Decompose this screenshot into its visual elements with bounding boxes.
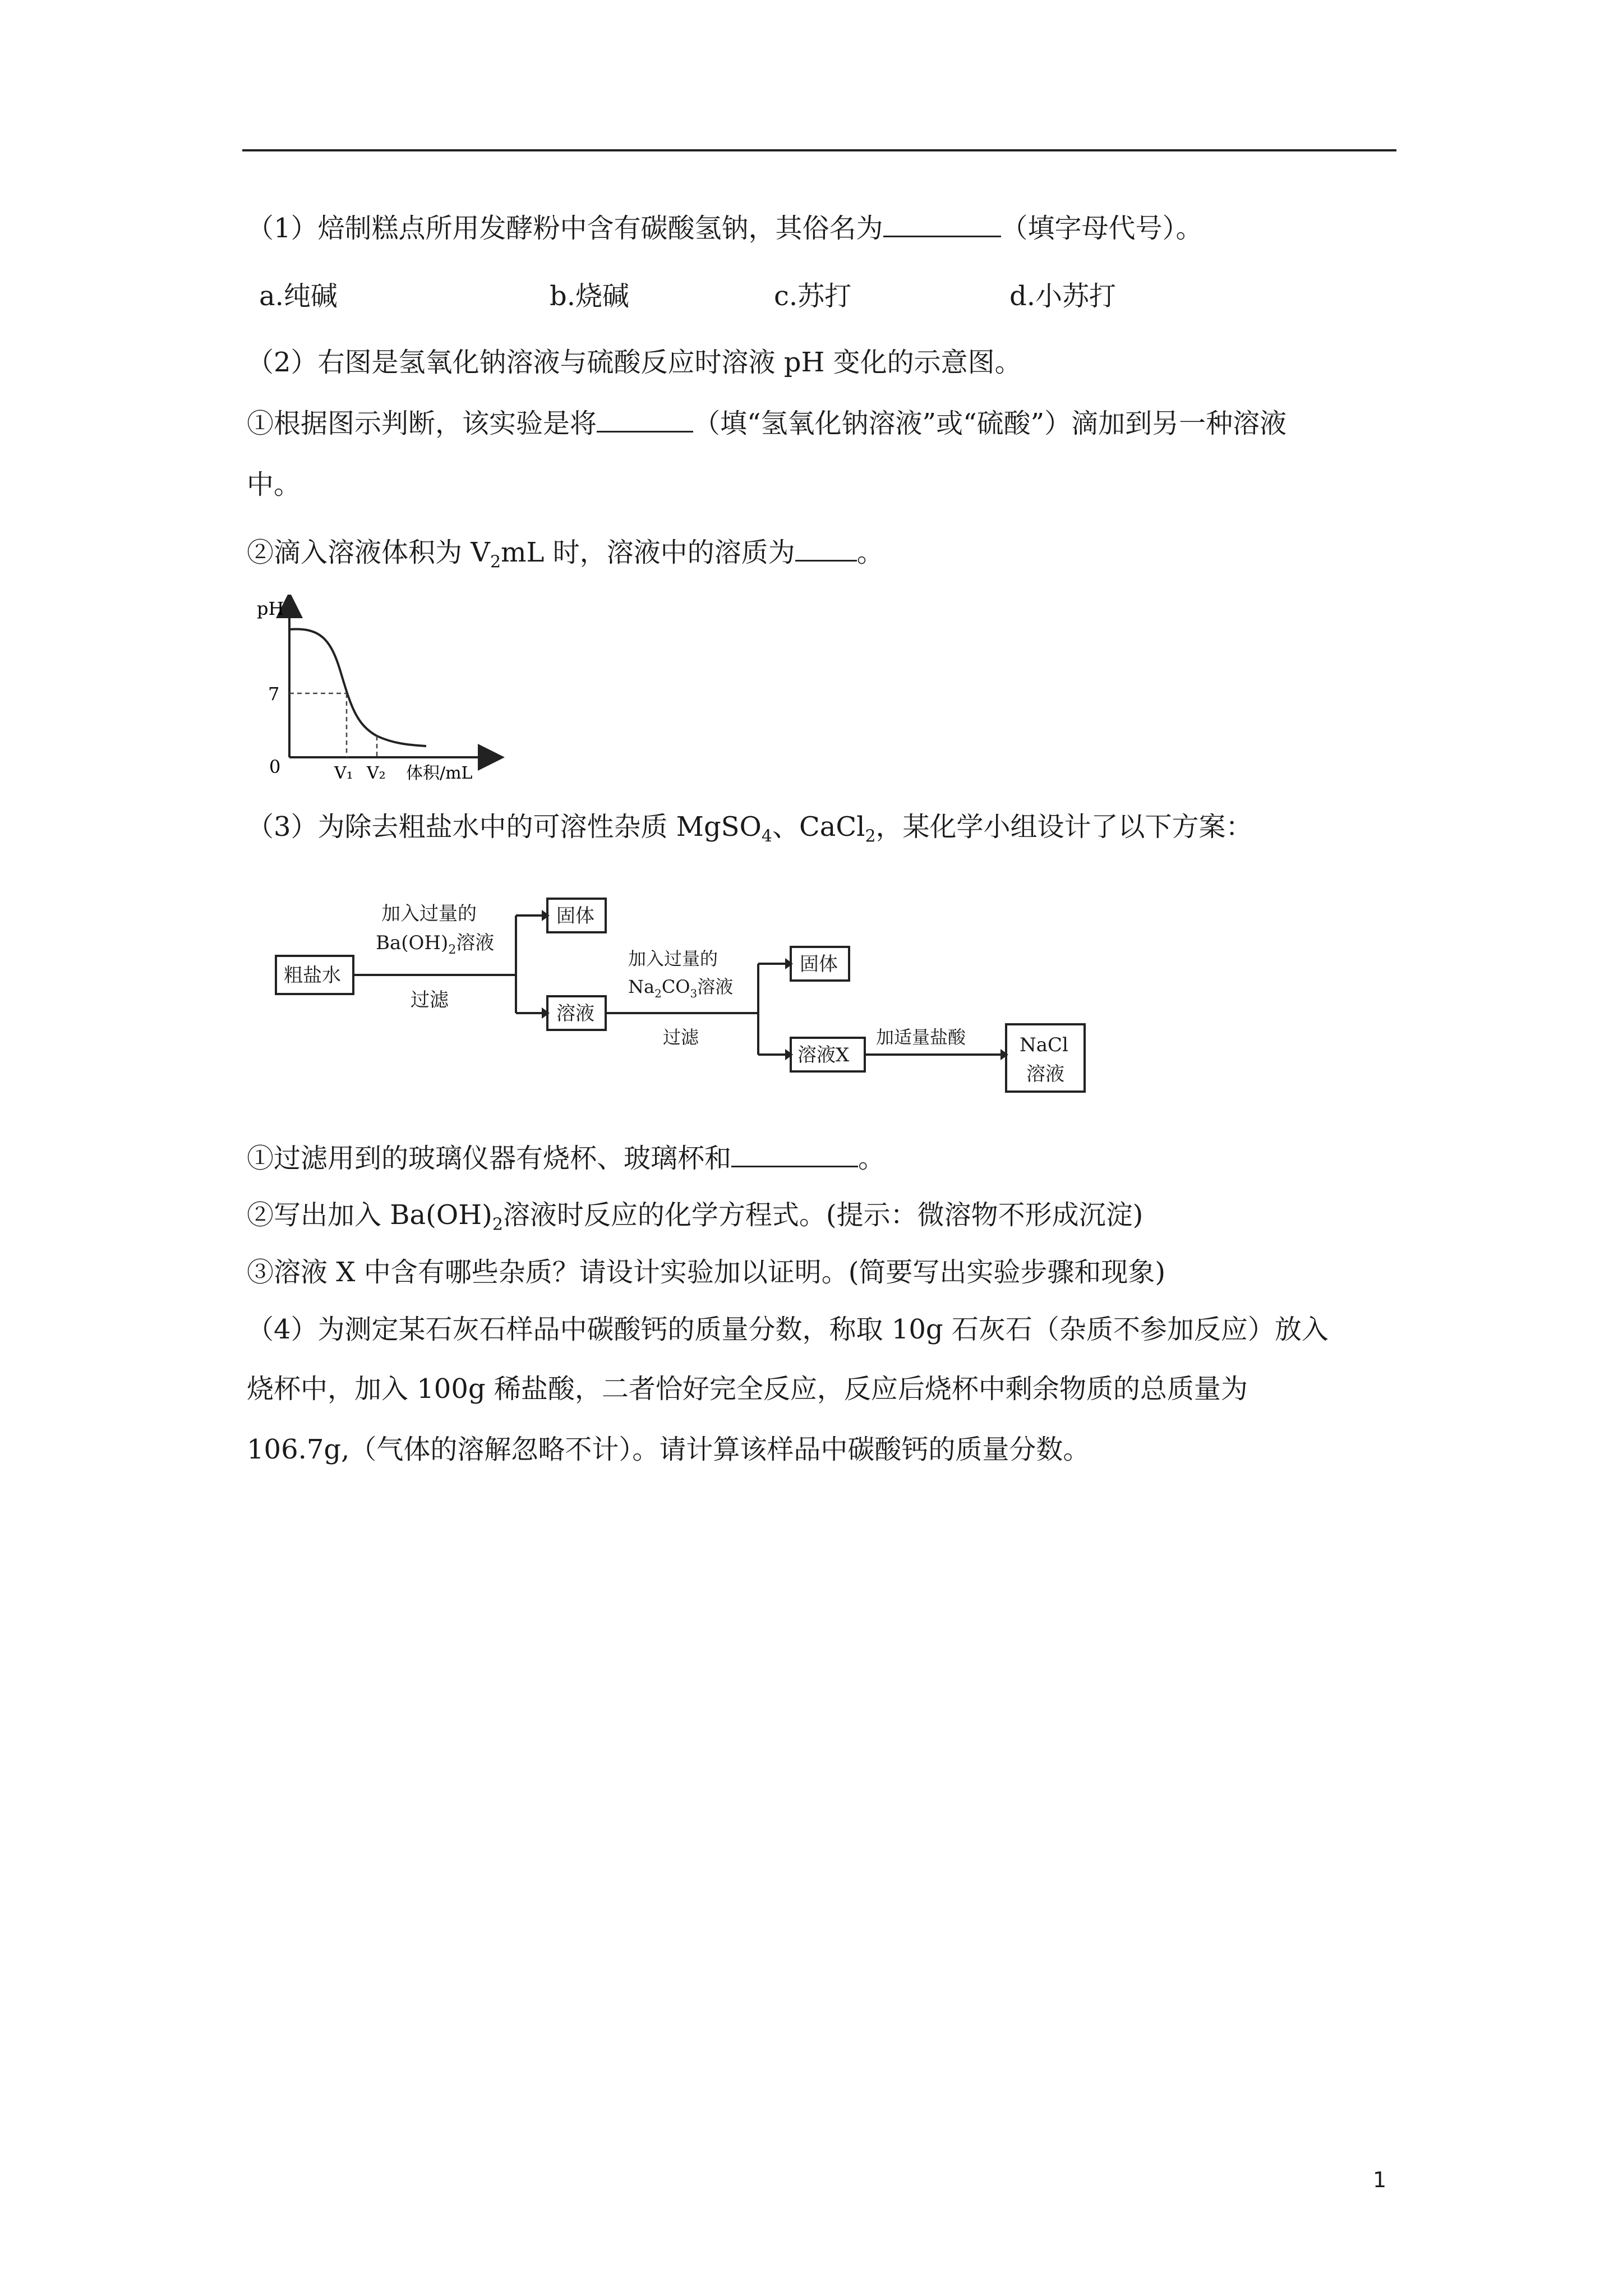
q4-line3: 106.7g,（气体的溶解忽略不计）。请计算该样品中碳酸钙的质量分数。 (247, 1434, 1090, 1465)
q1-answer-blank[interactable] (883, 211, 1001, 237)
purification-flow-diagram (269, 881, 1110, 1105)
flow-step1-top2: $Ba(OH)_2$溶液 (376, 932, 495, 957)
flow-final-label-1: NaCl (1020, 1034, 1068, 1056)
ph-y-label: pH (257, 598, 284, 619)
q1-option-c: c.苏打 (774, 280, 852, 312)
q2-sub2-blank[interactable] (795, 535, 857, 562)
q2-sub2: ②滴入溶液体积为 $V_2mL$ 时，溶液中的溶质为 。 (247, 535, 884, 569)
ph-tick-7: 7 (268, 683, 280, 705)
q1-option-b: b.烧碱 (550, 280, 629, 312)
q1-option-d: d.小苏打 (1009, 280, 1116, 312)
q3-sub1: ①过滤用到的玻璃仪器有烧杯、玻璃杯和 。 (247, 1141, 885, 1175)
flow-start-label: 粗盐水 (284, 964, 341, 987)
q3-sub1-blank[interactable] (731, 1141, 858, 1167)
q2-sub1-line2: 中。 (247, 469, 301, 500)
q2-sub1-blank[interactable] (597, 406, 693, 432)
q3-sub2: ②写出加入 $Ba(OH)_2$溶液时反应的化学方程式。(提示：微溶物不形成沉淀) (247, 1199, 1144, 1235)
ph-chart (247, 595, 505, 785)
q3-intro: （3）为除去粗盐水中的可溶性杂质 MgSO$_4$、CaCl$_2$，某化学小组设计了以下方案： (247, 811, 1253, 846)
q4-line2: 烧杯中，加入 100g 稀盐酸，二者恰好完全反应，反应后烧杯中剩余物质的总质量为 (247, 1373, 1248, 1405)
ph-origin: 0 (269, 756, 281, 777)
flow-step2-bottom: 过滤 (663, 1027, 699, 1048)
flow-step2-top1: 加入过量的 (628, 948, 718, 969)
ph-curve (289, 629, 426, 746)
q1-text: （1）焙制糕点所用发酵粉中含有碳酸氢钠，其俗名为 （填字母代号）。 (247, 211, 1203, 245)
q2-sub1-line1: ①根据图示判断，该实验是将 （填“氢氧化钠溶液”或“硫酸”）滴加到另一种溶液 (247, 406, 1287, 440)
q2-intro: （2）右图是氢氧化钠溶液与硫酸反应时溶液 pH 变化的示意图。 (247, 347, 1022, 378)
ph-x-label: 体积/mL (406, 763, 473, 783)
flow-solution-x-label: 溶液X (797, 1044, 850, 1066)
flow-step1-top1: 加入过量的 (381, 903, 477, 925)
q3-sub3: ③溶液 X 中含有哪些杂质？请设计实验加以证明。(简要写出实验步骤和现象) (247, 1257, 1166, 1288)
flow-solution-1-label: 溶液 (556, 1002, 594, 1025)
ph-tick-v2: V₂ (367, 763, 386, 783)
ph-tick-v1: V₁ (334, 763, 353, 783)
flow-solid-2-label: 固体 (800, 953, 838, 976)
header-rule (242, 149, 1396, 151)
q4-line1: （4）为测定某石灰石样品中碳酸钙的质量分数，称取 10g 石灰石（杂质不参加反应）放入 (247, 1314, 1329, 1345)
flow-step1-bottom: 过滤 (411, 989, 449, 1011)
flow-final-label-2: 溶液 (1026, 1063, 1064, 1085)
page-number: 1 (1373, 2168, 1387, 2192)
flow-solid-1-label: 固体 (556, 905, 594, 927)
flow-step3-label: 加适量盐酸 (876, 1027, 966, 1048)
q1-option-a: a.纯碱 (259, 280, 338, 312)
flow-step2-top2: $Na_2CO_3$溶液 (628, 976, 734, 1000)
